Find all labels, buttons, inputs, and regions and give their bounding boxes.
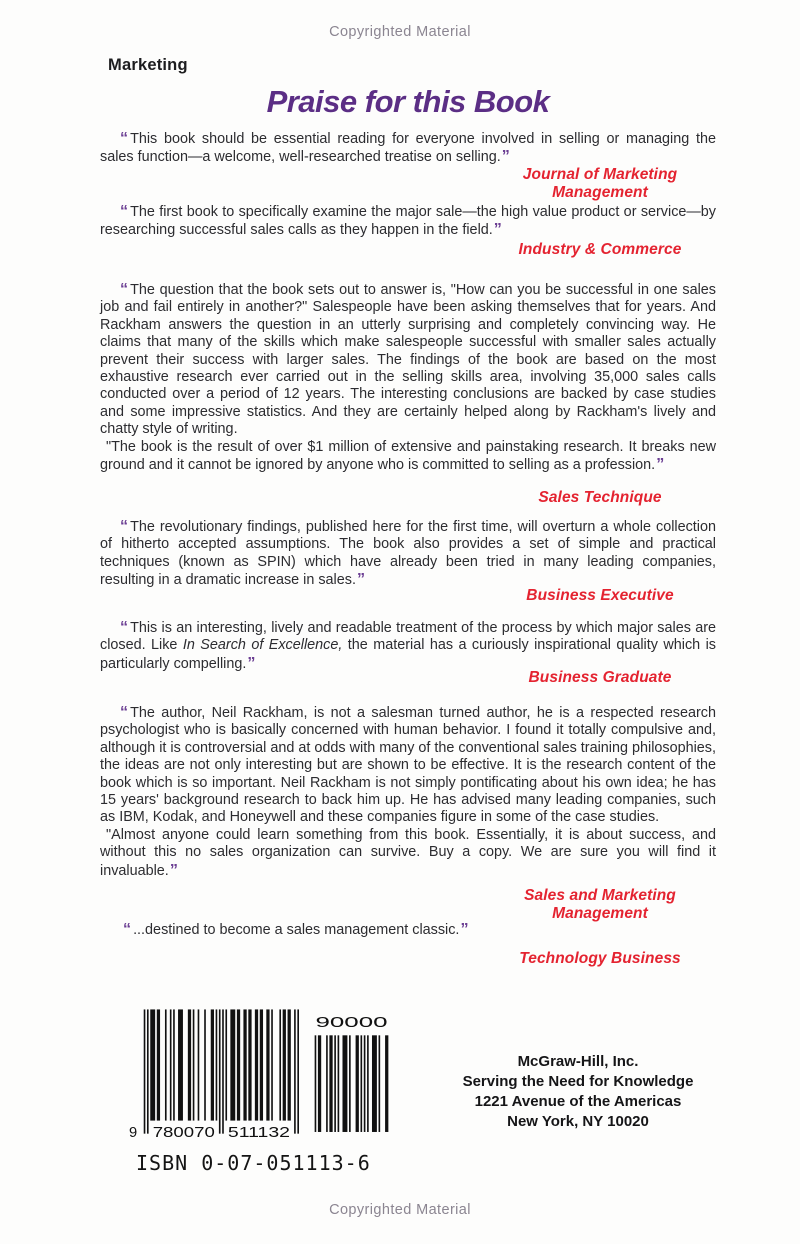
quote-5-pre: This is an interesting, lively and readable treatment of the process by which major sales are closed. Like (100, 620, 716, 654)
quote-3 (100, 281, 716, 474)
quote-3-part1: The question that the book sets out to answer is, "How can you be successful in one sales job and fail entirely in another?" Salespeople have been asking themselves that for years. And Rackham answers the question in an utterly surprising and completely convincing way. He claims that many of the skills which make salespeople successful with smaller sales actually prevent their success with larger sales. The findings of the book are based on the most exhaustive research ever carried out in the selling skills area, involving 35,000 sales calls conducted over a period of 12 years. The interesting conclusions are backed by case studies and some impressive statistics. And they are certainly helped along by Rackham's lively and chatty style of writing. (100, 282, 716, 438)
publisher-address-1: 1221 Avenue of the Americas (474, 1093, 682, 1110)
ean13-prefix-digit: 9 (129, 1124, 138, 1139)
close-quote-icon: ” (656, 455, 664, 474)
ean13-left-digits: 780070 (152, 1124, 215, 1139)
publisher-block (438, 1052, 718, 1132)
open-quote-icon: “ (120, 129, 128, 147)
isbn-label: ISBN 0-07-051113-6 (136, 1151, 371, 1175)
ean13-bars (144, 1009, 299, 1133)
ean13-right-digits: 511132 (227, 1124, 291, 1139)
quote-4-text: The revolutionary findings, published here for the first time, will overturn a whole collection of hitherto accepted assumptions. The book also provides a set of simple and practical techniques (known as SPIN) which have already been tried in many leading companies, resulting in a dramatic increase in sales. (100, 519, 716, 589)
open-quote-icon: “ (120, 517, 128, 535)
quote-5-book-title: In Search of Excellence, (182, 637, 343, 654)
ean5-bars (315, 1035, 390, 1132)
close-quote-icon: ” (460, 920, 468, 938)
attribution-2: Industry & Commerce (518, 241, 682, 258)
quote-7 (100, 921, 716, 939)
quote-5 (100, 619, 716, 673)
attribution-6: Sales and Marketing Management (524, 887, 676, 922)
quote-4 (100, 518, 716, 590)
supplement-barcode (313, 1014, 390, 1132)
category-label: Marketing (108, 56, 188, 74)
open-quote-icon: “ (120, 202, 128, 220)
quote-1-text: This book should be essential reading for everyone involved in selling or managing the sales function—a welcome, well-researched treatise on selling. (100, 131, 716, 166)
close-quote-icon: ” (247, 653, 255, 672)
attribution-5: Business Graduate (528, 669, 672, 686)
quote-6 (100, 704, 716, 880)
close-quote-icon: ” (493, 220, 501, 239)
attribution-7: Technology Business (519, 950, 681, 967)
quote-2 (100, 203, 716, 240)
attribution-4: Business Executive (526, 587, 674, 604)
ean13-barcode (129, 1009, 299, 1139)
open-quote-icon: “ (120, 703, 128, 721)
attribution-3: Sales Technique (538, 489, 662, 506)
attribution-1: Journal of Marketing Management (522, 166, 678, 201)
publisher-name: McGraw-Hill, Inc. (517, 1053, 639, 1070)
open-quote-icon: “ (120, 280, 128, 298)
close-quote-icon: ” (501, 147, 509, 166)
quote-2-text: The first book to specifically examine the major sale—the high value product or service—by researching successful sales calls as they happen in the field. (100, 204, 716, 239)
page-title: Praise for this Book (266, 84, 550, 119)
quote-7-text: ...destined to become a sales management classic. (133, 922, 460, 938)
quote-6-part1: The author, Neil Rackham, is not a salesman turned author, he is a respected research psychologist who is basically concerned with human behavior. I found it totally compulsive and, although it is controversial and at odds with many of the conventional sales training philosophies, the ideas are not only interesting but are shown to be effective. It is the research content of the book which is so important. Neil Rackham is not simply pontificating about his own idea; he has 15 years' background research to back him up. He has advised many leading companies, such as IBM, Kodak, and Honeywell and these companies figure in some of the case studies. (100, 705, 716, 826)
publisher-tagline: Serving the Need for Knowledge (462, 1073, 694, 1090)
close-quote-icon: ” (356, 570, 365, 589)
supplement-digits: 90000 (315, 1015, 388, 1032)
open-quote-icon: “ (120, 618, 128, 636)
quote-3-part2: "The book is the result of over $1 million of extensive and painstaking research. It breaks new ground and it cannot be ignored by anyone who is committed to selling as a profession. (100, 438, 716, 474)
copyright-notice-top: Copyrighted Material (329, 24, 471, 40)
quote-1 (100, 130, 716, 167)
quote-6-part2: "Almost anyone could learn something from this book. Essentially, it is about success, and without this no sales organization can survive. Buy a copy. We are sure you will find it invaluable. (100, 826, 716, 879)
close-quote-icon: ” (169, 860, 177, 879)
publisher-address-2: New York, NY 10020 (507, 1113, 649, 1130)
copyright-notice-bottom: Copyrighted Material (329, 1202, 471, 1218)
open-quote-icon: “ (123, 920, 131, 938)
quote-5-post: the material has a curiously inspirational quality which is particularly compelling. (100, 637, 716, 672)
